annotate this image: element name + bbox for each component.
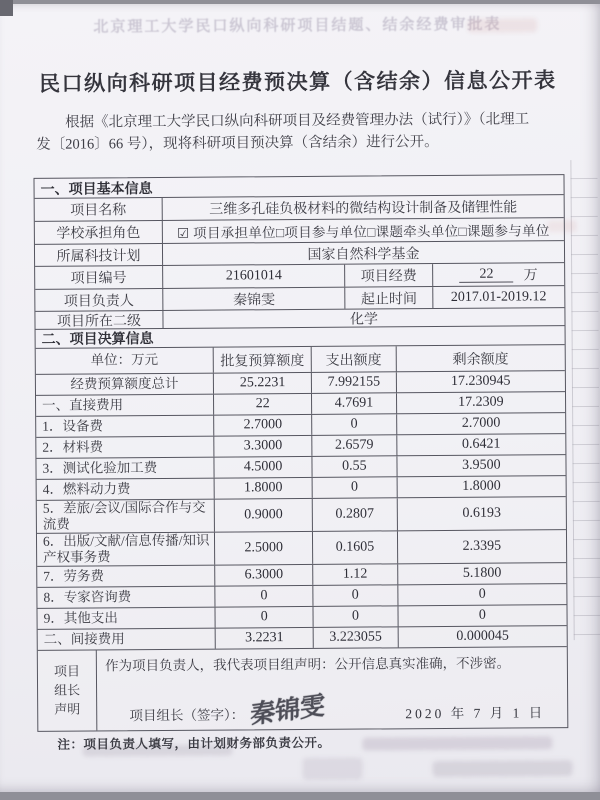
row-label: 二、间接费用 xyxy=(43,631,125,647)
bleed-through-title: 北京理工大学民口纵向科研项目结题、结余经费审批表 xyxy=(93,16,502,36)
spent-value: 4.7691 xyxy=(311,393,396,414)
bleed-through-mark xyxy=(467,18,537,32)
budget-row-equipment xyxy=(36,412,565,437)
budget-row-publication-ip xyxy=(37,529,566,566)
remaining-value: 2.3395 xyxy=(397,530,567,563)
remaining-value: 0 xyxy=(397,584,566,605)
row-label: 6．出版/文献/信息传播/知识产权事务费 xyxy=(42,532,210,565)
row-label: 8．专家咨询费 xyxy=(43,589,132,605)
budget-row-testing xyxy=(36,454,565,479)
table-row-program xyxy=(35,240,564,266)
table-row-project-number xyxy=(35,262,564,289)
row-label: 经费预算额度总计 xyxy=(70,375,179,392)
column-header-approved: 批复预算额度 xyxy=(213,347,311,373)
duration-value: 2017.01-2019.12 xyxy=(432,286,564,308)
field-label: 项目编号 xyxy=(70,271,127,287)
intro-paragraph xyxy=(36,108,566,157)
project-funding-value xyxy=(432,263,564,286)
remaining-value: 5.1800 xyxy=(397,563,566,584)
intro-line-1: 根据《北京理工大学民口纵向科研项目及经费管理办法（试行）》（北理工 xyxy=(65,111,530,131)
remaining-value: 17.2309 xyxy=(396,392,565,413)
funding-amount: 22 xyxy=(459,266,513,283)
remaining-value: 0.6193 xyxy=(396,497,566,530)
table-row-school-role xyxy=(35,217,564,244)
remaining-value: 0 xyxy=(397,605,566,626)
spent-value: 1.12 xyxy=(312,564,397,585)
budget-row-indirect xyxy=(38,625,567,650)
signature-line xyxy=(105,685,559,730)
spent-value: 0.55 xyxy=(312,456,397,477)
spent-value: 2.6579 xyxy=(311,435,396,456)
row-label: 2．材料费 xyxy=(42,439,104,455)
spent-value: 0 xyxy=(311,414,396,435)
approved-value: 22 xyxy=(213,394,311,415)
declaration-side-label xyxy=(38,650,97,730)
column-header-remaining: 剩余额度 xyxy=(395,345,564,371)
row-label: 4．燃料动力费 xyxy=(42,481,131,497)
row-label: 1．设备费 xyxy=(42,418,104,434)
sign-label: 项目组长（签字）： xyxy=(129,707,245,724)
approved-value: 0 xyxy=(215,586,313,607)
column-header-spent: 支出额度 xyxy=(311,346,396,372)
budget-row-total xyxy=(36,370,565,395)
spent-value: 7.992155 xyxy=(311,372,396,393)
scan-corner-shadow xyxy=(0,0,13,16)
approved-value: 2.7000 xyxy=(213,415,311,436)
department-value: 化学 xyxy=(162,308,564,328)
budget-row-travel-conference xyxy=(37,496,566,533)
field-label: 项目负责人 xyxy=(63,293,134,310)
section-header-basic-info xyxy=(34,175,563,198)
budget-row-labor xyxy=(37,562,566,587)
approved-value: 25.2231 xyxy=(213,373,311,394)
document-title: 民口纵向科研项目经费预决算（含结余）信息公开表 xyxy=(38,68,557,96)
approved-value: 0.9000 xyxy=(214,499,312,532)
budget-row-fuel-power xyxy=(37,475,566,500)
declaration-row xyxy=(38,646,568,731)
table-row-project-name xyxy=(35,194,564,221)
row-label: 一、直接费用 xyxy=(42,397,124,413)
spent-value: 0.1605 xyxy=(312,531,397,564)
field-value: 三维多孔硅负极材料的微结构设计制备及储锂性能 xyxy=(162,195,564,220)
role-checkbox-options: ☑ 项目承担单位□项目参与单位□课题牵头单位□课题参与单位 xyxy=(162,218,564,243)
row-label: 5．差旅/会议/国际合作与交流费 xyxy=(42,499,206,532)
approved-value: 1.8000 xyxy=(214,478,312,499)
remaining-value: 2.7000 xyxy=(396,413,565,434)
approved-value: 4.5000 xyxy=(214,457,312,478)
unit-label: 单位：万元 xyxy=(90,352,159,368)
row-label: 3．测试化验加工费 xyxy=(42,459,158,476)
side-label-line: 组长 xyxy=(54,682,81,698)
intro-line-2: 发〔2016〕66 号），现将科研项目预决算（含结余）进行公开。 xyxy=(36,134,439,154)
approved-value: 6.3000 xyxy=(214,565,312,586)
row-label: 7．劳务费 xyxy=(43,568,105,584)
bleed-through-mark xyxy=(433,760,573,777)
spent-value: 3.223055 xyxy=(313,627,398,648)
budget-row-expert-consulting xyxy=(37,583,566,608)
section-title: 二、项目决算信息 xyxy=(41,330,154,347)
field-label: 学校承担角色 xyxy=(56,226,141,242)
field-label: 起止时间 xyxy=(345,287,432,309)
remaining-value: 0.6421 xyxy=(396,434,565,455)
remaining-value: 0.000045 xyxy=(397,626,566,647)
field-value: 国家自然科学基金 xyxy=(162,241,564,265)
project-number-value: 21601014 xyxy=(162,265,345,288)
remaining-value: 3.9500 xyxy=(396,455,565,476)
handwritten-signature: 秦锦雯 xyxy=(250,692,325,730)
budget-row-materials xyxy=(36,433,565,458)
section-title: 一、项目基本信息 xyxy=(40,179,153,197)
budget-row-direct xyxy=(36,391,565,416)
field-label: 项目名称 xyxy=(70,203,127,219)
declaration-statement: 作为项目负责人，我代表项目组声明：公开信息真实准确，不涉密。 xyxy=(105,655,511,674)
form-table xyxy=(33,174,568,732)
sign-date: 2020 年 7 月 1 日 xyxy=(405,705,546,722)
funding-unit: 万 xyxy=(523,268,538,284)
spent-value: 0 xyxy=(312,477,397,498)
approved-value: 0 xyxy=(215,607,313,628)
side-label-line: 声明 xyxy=(54,701,81,717)
bleed-through-table-grid xyxy=(570,160,600,640)
approved-value: 3.3000 xyxy=(213,436,311,457)
table-row-department xyxy=(35,307,564,329)
section-header-budget-info xyxy=(36,325,565,348)
row-label: 9．其他支出 xyxy=(43,610,118,626)
approved-value: 2.5000 xyxy=(214,532,312,565)
budget-header-row xyxy=(36,344,565,374)
bleed-through-mark xyxy=(362,736,552,750)
bleed-through-mark xyxy=(303,758,363,780)
spent-value: 0.2807 xyxy=(312,498,397,531)
field-label: 项目经费 xyxy=(345,264,432,287)
spent-value: 0 xyxy=(313,606,398,627)
spent-value: 0 xyxy=(312,585,397,606)
side-label-line: 项目 xyxy=(53,663,81,679)
field-label: 所属科技计划 xyxy=(56,248,141,265)
declaration-content xyxy=(96,647,567,730)
remaining-value: 1.8000 xyxy=(396,476,565,497)
table-row-project-leader xyxy=(35,285,564,311)
approved-value: 3.2231 xyxy=(215,628,313,649)
footnote: 注：项目负责人填写，由计划财务部负责公开。 xyxy=(57,735,331,752)
budget-row-other xyxy=(37,604,566,629)
field-label: 项目所在二级 xyxy=(56,313,142,330)
leader-name-value: 秦锦雯 xyxy=(162,288,345,310)
remaining-value: 17.230945 xyxy=(396,371,565,392)
